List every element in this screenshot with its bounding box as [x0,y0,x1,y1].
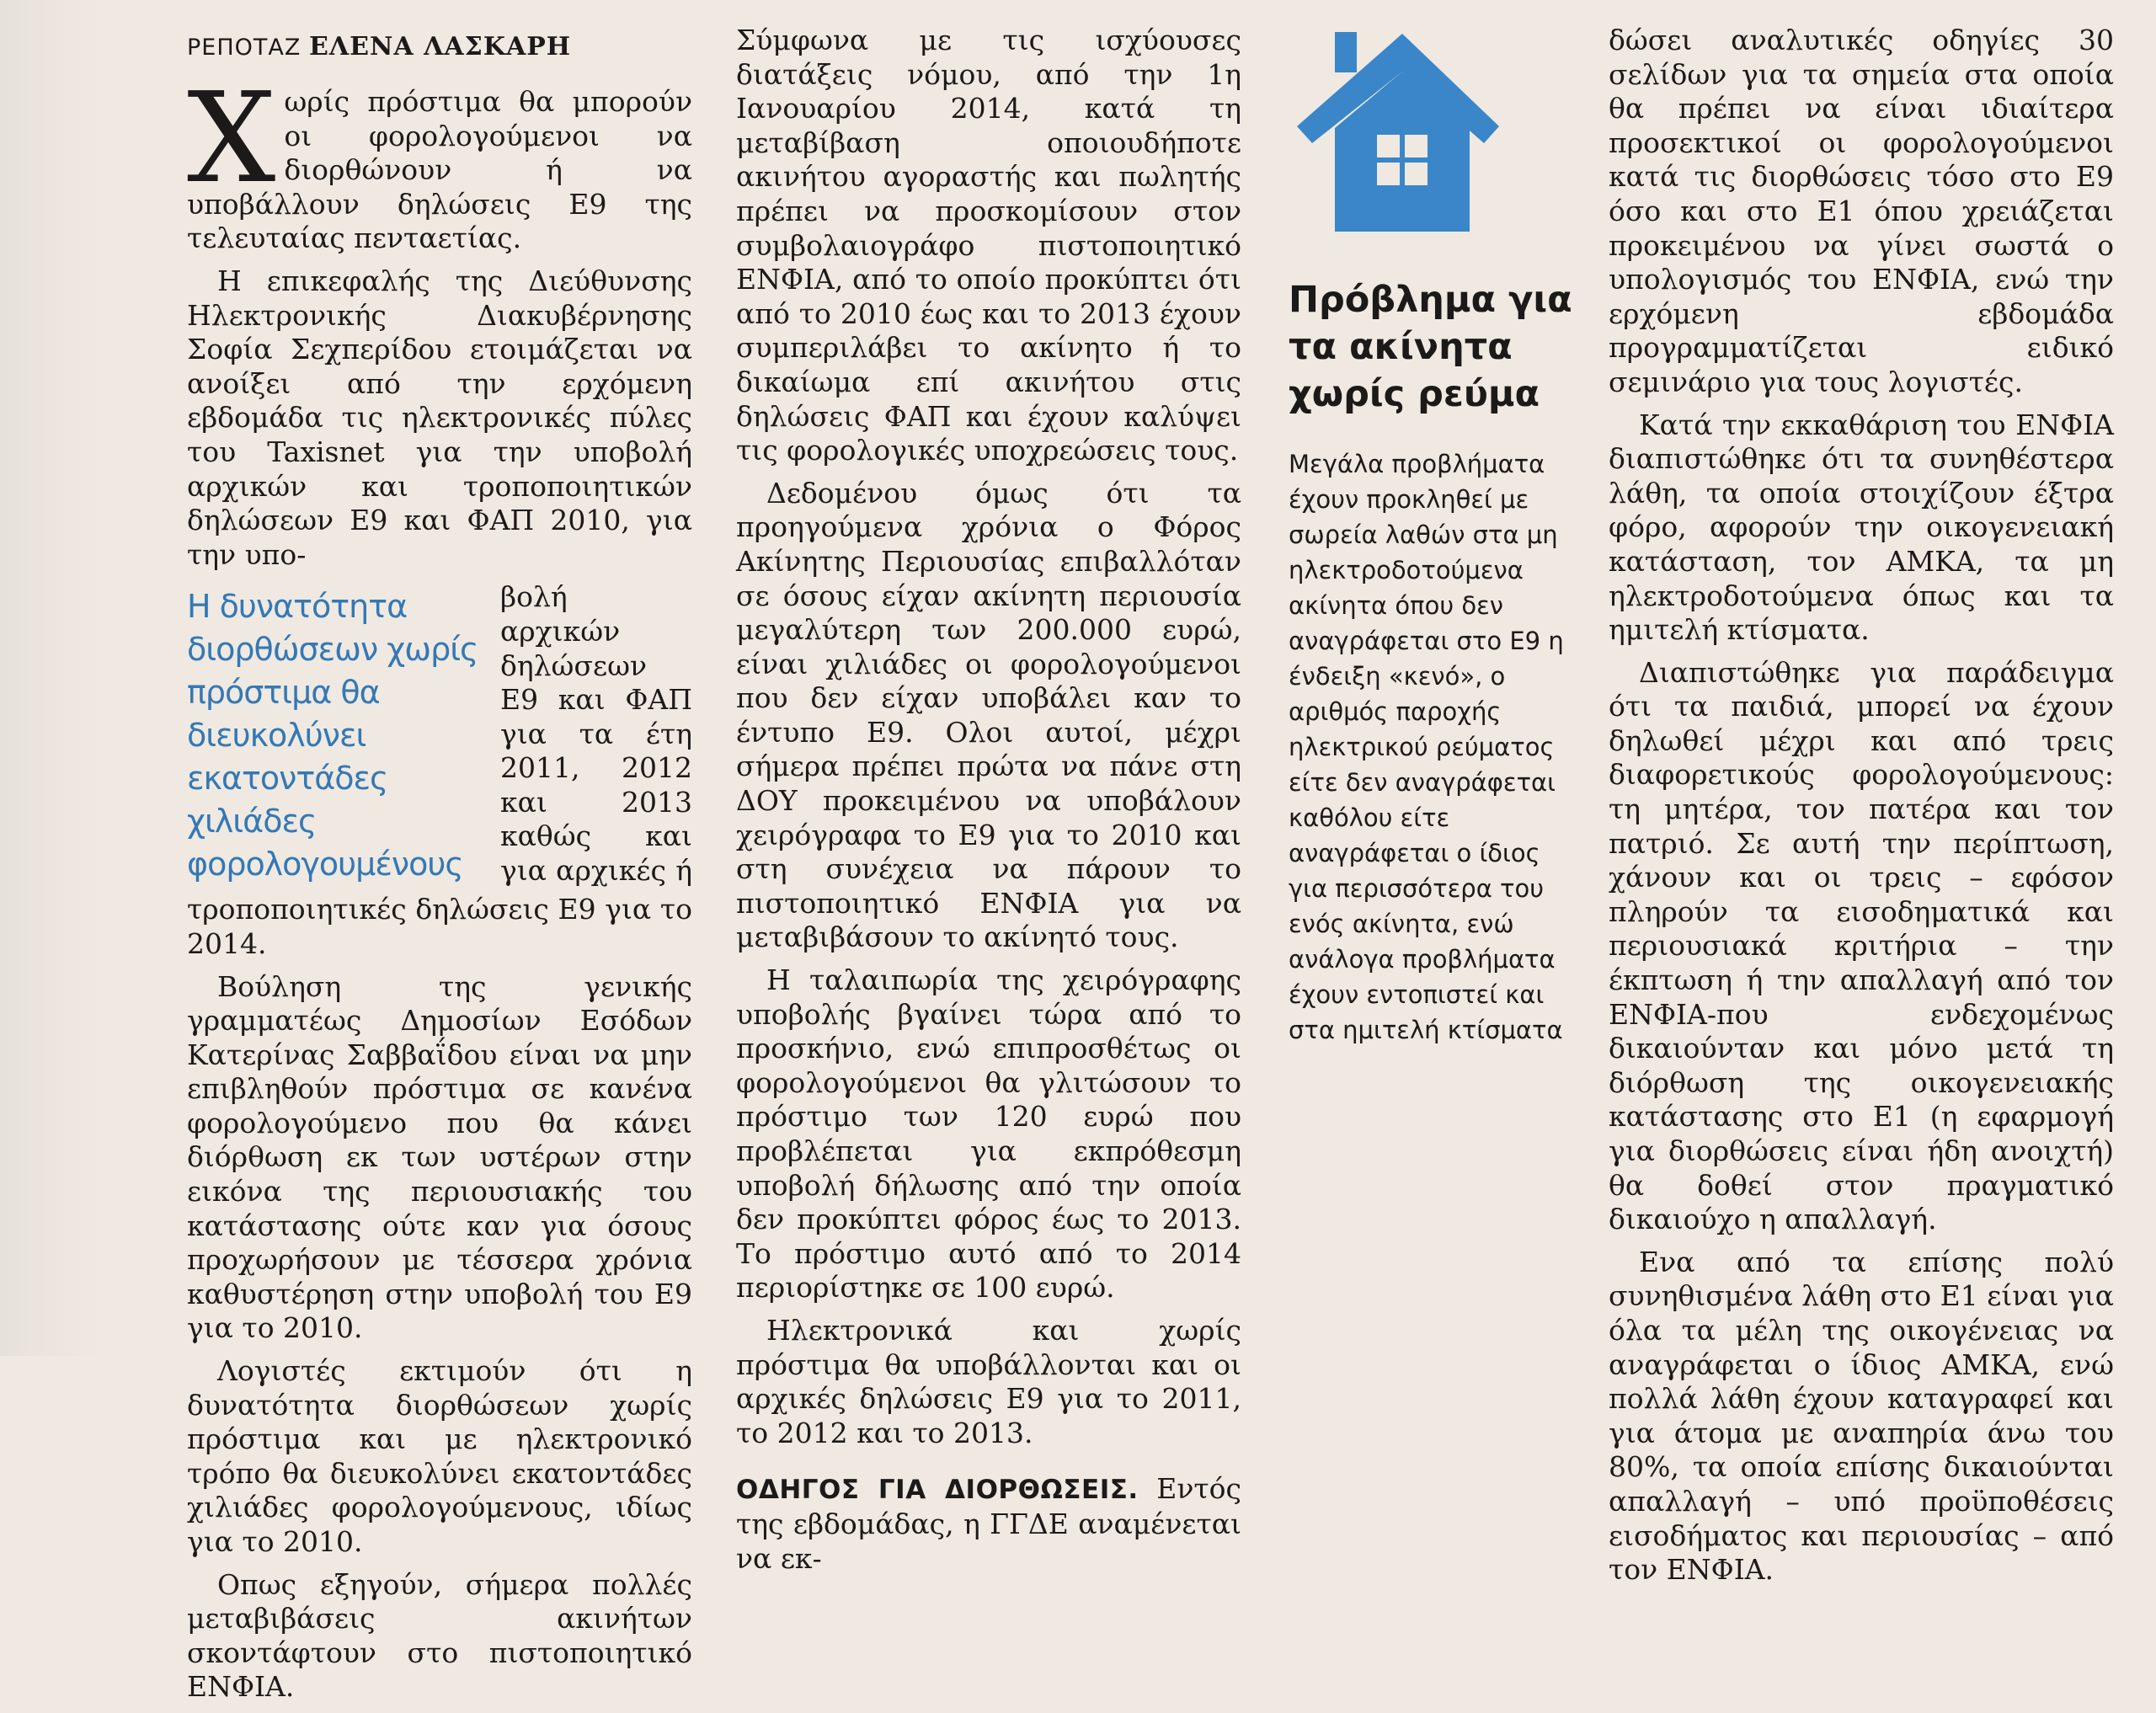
paragraph: Λογιστές εκτιμούν ότι η δυνατότητα διορθώσεων χωρίς πρόστιμα και με ηλεκτρονικό τρόπο θα διευκολύνει εκατοντάδες χιλιάδες φορολογούμενους, ιδίως για το 2010. [187,1354,692,1558]
paragraph: Η επικεφαλής της Διεύθυνσης Ηλεκτρονικής Διακυβέρνησης Σοφία Σεχπερίδου ετοιμάζεται να ανοίξει από την ερχόμενη εβδομάδα τις ηλεκτρονικές πύλες του Taxisnet για την υποβολή αρχικών και τροποποιητικών δηλώσεων Ε9 και ΦΑΠ 2010, για την υπο- [187,264,692,571]
box-body: Μεγάλα προβλήματα έχουν προκληθεί με σωρεία λαθών στα μη ηλεκτροδοτούμενα ακίνητα όπου δεν αναγράφεται στο Ε9 η ένδειξη «κενό», ο αριθμός παροχής ηλεκτρικού ρεύματος είτε δεν αναγράφεται καθόλου είτε αναγράφεται ο ίδιος για περισσότερα του ενός ακίνητα, ενώ ανάλογα προβλήματα έχουν εντοπιστεί και στα ημιτελή κτίσματα [1289,450,1564,1044]
page-edge-shadow [0,0,101,1356]
lead-paragraph [187,66,692,256]
paragraph: Διαπιστώθηκε για παράδειγμα ότι τα παιδιά, μπορεί να έχουν δηλωθεί μέχρι και από τρεις διαφορετικούς φορολογούμενους: τη μητέρα, τον πατέρα και τον πατριό. Σε αυτή την περίπτωση, χάνουν και οι τρεις – εφόσον πληρούν τα εισοδηματικά και περιουσιακά κριτήρια – την έκπτωση ή την απαλλαγή από τον ΕΝΦΙΑ-που ενδεχομένως δικαιούνταν και μόνο μετά τη διόρθωση της οικογενειακής κατάστασης στο Ε1 (η εφαρμογή για διορθώσεις είναι ήδη ανοιχτή) θα δοθεί στον πραγματικό δικαιούχο η απαλλαγή. [1609,655,2114,1236]
box-title: Πρόβλημα για τα ακίνητα χωρίς ρεύμα [1289,279,1572,415]
byline-label: ΡΕΠΟΤΑΖ [187,35,302,61]
kicker-text: Εντός της εβδομάδας, η ΓΓΔΕ αναμένεται να εκ- [736,1472,1241,1575]
article-column-4 [1609,24,2114,1596]
article-column-1 [187,24,692,1713]
paragraph: Σύμφωνα με τις ισχύουσες διατάξεις νόμου, από την 1η Ιανουαρίου 2014, κατά τη μεταβίβαση οποιουδήποτε ακινήτου αγοραστής και πωλητής πρέπει να προσκομίσουν στον συμβολαιογράφο πιστοποιητικό ΕΝΦΙΑ, από το οποίο προκύπτει ότι από το 2010 έως και το 2013 έχουν συμπεριλάβει το ακίνητο ή το δικαίωμα επί ακινήτου στις δηλώσεις ΦΑΠ και έχουν καλύψει τις φορολογικές υποχρεώσεις τους. [736,24,1241,467]
byline [187,32,692,61]
pull-quote: Η δυνατότητα διορθώσεων χωρίς πρόστιμα θα διευκολύνει εκατοντάδες χιλιάδες φορολογουμένους [187,588,478,883]
paragraph: βολή αρχικών δηλώσεων Ε9 και ΦΑΠ για τα έτη 2011, 2012 και 2013 καθώς και για αρχικές ή τροποποιητικές δηλώσεις Ε9 για το 2014. [187,580,692,960]
paragraph: Η ταλαιπωρία της χειρόγραφης υποβολής βγαίνει τώρα από το προσκήνιο, ενώ επιπροσθέτως οι φορολογούμενοι θα γλιτώσουν το πρόστιμο των 120 ευρώ που προβλέπεται για εκπρόθεσμη υποβολή δήλωσης από την οποία δεν προκύπτει φόρος έως το 2013. Το πρόστιμο αυτό από το 2014 περιορίστηκε σε 100 ευρώ. [736,963,1241,1305]
house-icon [1297,25,1499,236]
paragraph [736,1472,1241,1576]
paragraph: Δεδομένου όμως ότι τα προηγούμενα χρόνια ο Φόρος Ακίνητης Περιουσίας επιβαλλόταν σε όσους είχαν ακίνητη περιουσία μεγαλύτερη των 200.000 ευρώ, είναι χιλιάδες οι φορολογούμενοι που δεν είχαν υποβάλει καν το έντυπο Ε9. Ολοι αυτοί, μέχρι σήμερα πρέπει πρώτα να πάνε στη ΔΟΥ προκειμένου να υποβάλουν χειρόγραφα το Ε9 για το 2010 και στη συνέχεια να πάρουν το πιστοποιητικό ΕΝΦΙΑ για να μεταβιβάσουν το ακίνητό τους. [736,476,1241,954]
drop-cap: Χ [187,66,276,211]
lead-text: ωρίς πρόστιμα θα μπορούν οι φορολογούμενοι να διορθώνουν ή να υποβάλλουν δηλώσεις Ε9 της τελευταίας πενταετίας. [187,85,692,255]
byline-author: ΕΛΕΝΑ ΛΑΣΚΑΡΗ [308,32,572,61]
paragraph: δώσει αναλυτικές οδηγίες 30 σελίδων για τα σημεία στα οποία θα πρέπει να είναι ιδιαίτερα προσεκτικοί οι φορολογούμενοι κατά τις διορθώσεις τόσο στο Ε9 όσο και στο Ε1 όπου χρειάζεται προκειμένου να γίνει σωστά ο υπολογισμός του ΕΝΦΙΑ, ενώ την ερχόμενη εβδομάδα προγραμματίζεται ειδικό σεμινάριο για τους λογιστές. [1609,24,2114,398]
sidebar-box [1289,276,1575,1048]
paragraph: Βούληση της γενικής γραμματέως Δημοσίων Εσόδων Κατερίνας Σαββαΐδου είναι να μην επιβληθούν πρόστιμα σε κανένα φορολογούμενο που θα κάνει διόρθωση εκ των υστέρων στην εικόνα της περιουσιακής του κατάστασης ούτε καν για όσους προχωρήσουν με τέσσερα χρόνια καθυστέρηση στην υποβολή του Ε9 για το 2010. [187,969,692,1345]
paragraph: Ηλεκτρονικά και χωρίς πρόστιμα θα υποβάλλονται και οι αρχικές δηλώσεις Ε9 για το 2011, το 2012 και το 2013. [736,1313,1241,1449]
paragraph: Κατά την εκκαθάριση του ΕΝΦΙΑ διαπιστώθηκε ότι τα συνηθέστερα λάθη, τα οποία στοιχίζουν έξτρα φόρο, αφορούν την οικογενειακή κατάσταση, τον ΑΜΚΑ, τα μη ηλεκτροδοτούμενα όπως και τα ημιτελή κτίσματα. [1609,408,2114,647]
article-column-2 [736,24,1241,1584]
section-kicker: ΟΔΗΓΟΣ ΓΙΑ ΔΙΟΡΘΩΣΕΙΣ. [736,1475,1139,1506]
paragraph: Ενα από τα επίσης πολύ συνηθισμένα λάθη στο Ε1 είναι για όλα τα μέλη της οικογένειας να αναγράφεται ο ίδιος ΑΜΚΑ, ενώ πολλά λάθη έχουν καταγραφεί και για άτομα με αναπηρία άνω του 80%, τα οποία επίσης δικαιούνται απαλλαγή – υπό προϋποθέσεις εισοδήματος και περιουσίας – από τον ΕΝΦΙΑ. [1609,1245,2114,1587]
paragraph: Οπως εξηγούν, σήμερα πολλές μεταβιβάσεις ακινήτων σκοντάφτουν στο πιστοποιητικό ΕΝΦΙΑ. [187,1567,692,1704]
